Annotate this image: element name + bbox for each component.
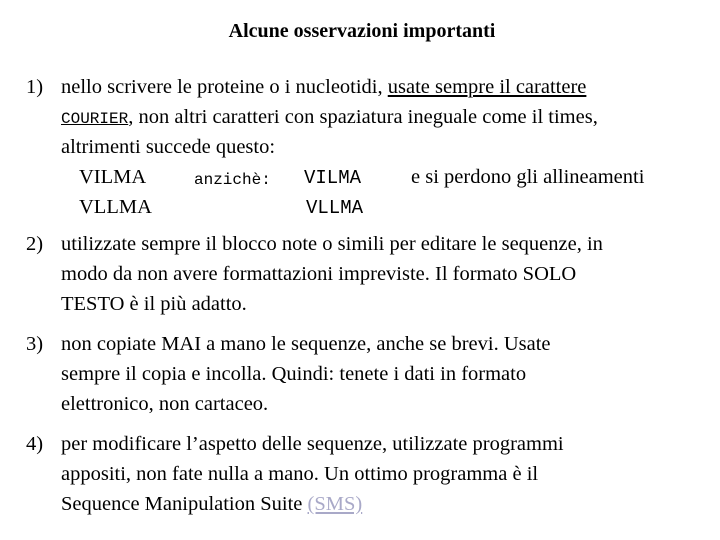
item-line: altrimenti succede questo: bbox=[61, 136, 276, 158]
item-line bbox=[61, 72, 711, 102]
item-body bbox=[61, 72, 711, 222]
item-number: 1) bbox=[26, 76, 44, 98]
item-line bbox=[61, 489, 711, 519]
example-courier-text: VLLMA bbox=[306, 197, 364, 219]
item-body bbox=[61, 329, 711, 419]
item-number: 2) bbox=[26, 233, 44, 255]
item-line: TESTO è il più adatto. bbox=[61, 293, 247, 315]
item-text: Sequence Manipulation Suite bbox=[61, 493, 308, 515]
example-row-1 bbox=[61, 162, 711, 192]
item-text: nello scrivere le proteine o i nucleotidi, bbox=[61, 76, 388, 98]
item-line: elettronico, non cartaceo. bbox=[61, 393, 269, 415]
slide-title: Alcune osservazioni importanti bbox=[228, 20, 496, 42]
item-number: 3) bbox=[26, 333, 44, 355]
item-line: appositi, non fate nulla a mano. Un ottimo programma è il bbox=[61, 463, 539, 485]
example-row-2 bbox=[61, 192, 711, 222]
example-instead-label: anzichè: bbox=[194, 171, 271, 189]
courier-label: COURIER bbox=[61, 110, 129, 128]
item-line: non copiate MAI a mano le sequenze, anche se brevi. Usate bbox=[61, 333, 551, 355]
underlined-text: usate sempre il carattere bbox=[387, 76, 587, 98]
item-line: modo da non avere formattazioni impreviste. Il formato SOLO bbox=[61, 263, 577, 285]
item-text: , non altri caratteri con spaziatura ineguale come il times, bbox=[128, 106, 598, 128]
example-times-text: VILMA bbox=[79, 166, 147, 188]
item-body bbox=[61, 429, 711, 519]
example-times-text: VLLMA bbox=[79, 196, 152, 218]
item-line bbox=[61, 102, 711, 132]
example-courier-text: VILMA bbox=[304, 167, 362, 189]
item-line: per modificare l’aspetto delle sequenze, utilizzate programmi bbox=[61, 433, 564, 455]
example-note: e si perdono gli allineamenti bbox=[411, 166, 645, 188]
item-line: sempre il copia e incolla. Quindi: tenete i dati in formato bbox=[61, 363, 527, 385]
item-number: 4) bbox=[26, 433, 44, 455]
sms-link[interactable]: (SMS) bbox=[307, 493, 363, 515]
item-line: utilizzate sempre il blocco note o simili per editare le sequenze, in bbox=[61, 233, 603, 255]
item-body bbox=[61, 229, 711, 319]
